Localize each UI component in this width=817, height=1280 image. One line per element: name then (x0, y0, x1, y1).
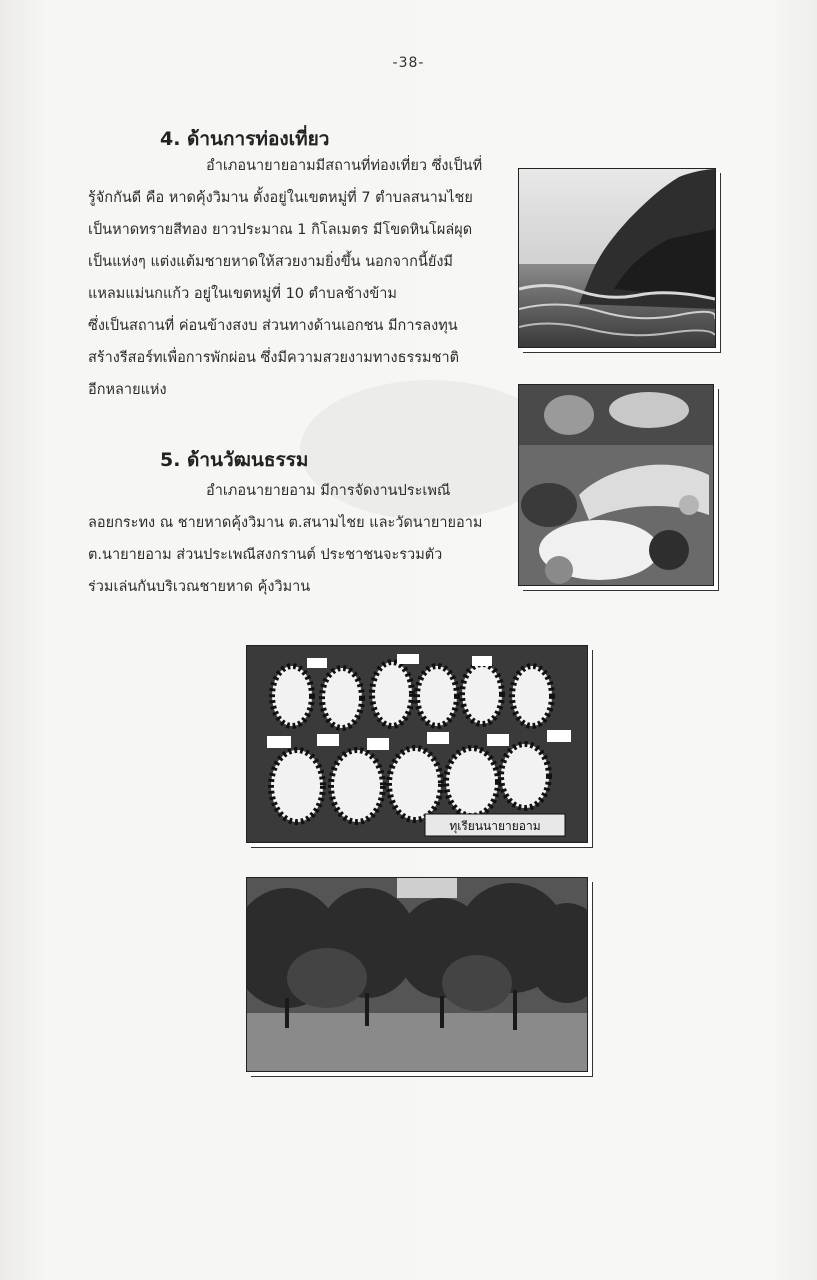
loy-krathong-photo (518, 384, 714, 586)
paragraph-line: แหลมแม่นกแก้ว อยู่ในเขตหมู่ที่ 10 ตำบลช้างข้าม (88, 286, 397, 302)
beach-cliff-photo (518, 168, 716, 348)
paragraph-line: ร่วมเล่นกันบริเวณชายหาด คุ้งวิมาน (88, 579, 311, 595)
section-5-heading: 5. ด้านวัฒนธรรม (160, 449, 309, 471)
paragraph-line: อีกหลายแห่ง (88, 382, 167, 398)
paragraph-line: รู้จักกันดี คือ หาดคุ้งวิมาน ตั้งอยู่ในเขตหมู่ที่ 7 ตำบลสนามไชย (88, 190, 473, 206)
section-5-paragraph (88, 475, 493, 603)
orchard-photo (246, 877, 588, 1072)
paragraph-line: ต.นายายอาม ส่วนประเพณีสงกรานต์ ประชาชนจะรวมตัว (88, 547, 443, 563)
paragraph-line: เป็นแห่งๆ แต่งแต้มชายหาดให้สวยงามยิ่งขึ้น นอกจากนี้ยังมี (88, 254, 453, 270)
section-4-heading: 4. ด้านการท่องเที่ยว (160, 128, 330, 150)
paragraph-line: อำเภอนายายอามมีสถานที่ท่องเที่ยว ซึ่งเป็นที่ (206, 158, 483, 174)
durian-sign-text: ทุเรียนนายายอาม (449, 819, 541, 833)
durian-display-photo (246, 645, 588, 843)
paragraph-line: อำเภอนายายอาม มีการจัดงานประเพณี (206, 483, 451, 499)
paragraph-line: สร้างรีสอร์ทเพื่อการพักผ่อน ซึ่งมีความสวยงามทางธรรมชาติ (88, 350, 460, 366)
paragraph-line: ลอยกระทง ณ ชายหาดคุ้งวิมาน ต.สนามไชย และวัดนายายอาม (88, 515, 483, 531)
page-number: -38- (392, 55, 425, 71)
section-4-paragraph (88, 150, 493, 406)
paragraph-line: เป็นหาดทรายสีทอง ยาวประมาณ 1 กิโลเมตร มีโขดหินโผล่ผุด (88, 222, 473, 238)
paragraph-line: ซึ่งเป็นสถานที่ ค่อนข้างสงบ ส่วนทางด้านเอกชน มีการลงทุน (88, 318, 458, 334)
